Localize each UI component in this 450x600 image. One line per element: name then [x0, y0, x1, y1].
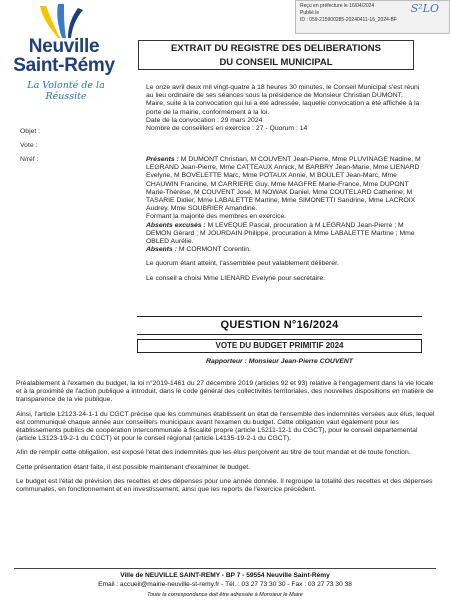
body-paragraph-3: Afin de remplir cette obligation, est exposé l'état des indemnités que les élus perçoivent au titre de tout mandat et de toute fonction.: [16, 449, 411, 457]
quorum-note: Le quorum étant atteint, l'assemblée peut valablement délibérer.: [146, 260, 339, 268]
presents-label: Présents :: [146, 156, 179, 163]
stamp-published: Publié le: [300, 10, 320, 16]
attendance-section: [146, 156, 422, 283]
absents-label: Absents :: [146, 246, 177, 254]
body-paragraph-4: Cette présentation étant faite, il est possible maintenant d'examiner le budget.: [16, 463, 251, 471]
document-title: [138, 40, 414, 70]
excuses-label: Absents excusés :: [146, 221, 206, 229]
question-title: QUESTION N°16/2024: [220, 319, 339, 331]
majority-line: Formant la majorité des membres en exercice.: [146, 213, 287, 221]
question-subject: VOTE DU BUDGET PRIMITIF 2024: [137, 339, 422, 353]
title-line2: DU CONSEIL MUNICIPAL: [219, 57, 333, 68]
footer-address: Ville de NEUVILLE SAINT-REMY - BP 7 - 59554 Neuville Saint-Rémy: [120, 572, 330, 579]
footer-note: Toute la correspondance doit être adressée à Monsieur le Maire: [147, 592, 303, 598]
presents-block: [146, 156, 422, 213]
rapporteur-line: Rapporteur : Monsieur Jean-Pierre COUVENT: [206, 358, 353, 365]
stamp-received: Reçu en préfecture le 16/04/2024: [300, 3, 375, 9]
body-paragraph-1: Préalablement à l'examen du budget, la loi n°2019-1461 du 27 décembre 2019 (articles 92 et 93) relative à l'engagement dans la vie locale et à la proximité de l'action publique a introduit, dans le code général des collectivités territoriales, des nouvelles dispositions en matière de transparence de la vie publique.: [16, 380, 434, 404]
prefecture-stamp: [295, 0, 450, 34]
secretary-line: Le conseil a choisi Mme LIENARD Evelyne pour secrétaire.: [146, 274, 326, 282]
stamp-id: ID : 059-215900285-20240411-16_2024-BF: [300, 17, 397, 23]
question-divider-top: [137, 316, 422, 317]
footer-divider: [14, 568, 436, 569]
footer-contact: Email : accueil@mairie-neuville-st-remy.fr - Tél. : 03 27 73 30 30 - Fax : 03 27 73 30 38: [98, 581, 352, 588]
session-intro: [146, 84, 422, 133]
logo-wordmark: [6, 37, 122, 75]
stamp-signature: S²LO: [410, 2, 439, 15]
excuses-block: [146, 222, 422, 247]
deliberation-body: [16, 380, 436, 494]
city-logo-mark: [28, 4, 90, 38]
excuses-list: M LEVEQUE Pascal, procuration à M LEGRAND Jean-Pierre ; M DEMON Gérard ; M JOURDAIN Philippe, procuration à Mme LABALETTE Martine ; Mme OBLED Aurélie.: [146, 221, 415, 246]
intro-paragraph: Le onze avril deux mil vingt-quatre à 18 heures 30 minutes, le Conseil Municipal s'est réuni au lieu ordinaire de ses séances sous la présidence de Monsieur Christian DUMONT, Maire, suite à la convocation qui lui a été adressée, laquelle convocation a été affichée à la porte de la mairie, conformément à la loi.: [146, 84, 420, 116]
absents-block: [146, 246, 422, 254]
vote-label: Vote :: [20, 142, 38, 149]
objet-label: Objet :: [20, 128, 41, 135]
logo-name-line2: Saint-Rémy: [13, 55, 115, 76]
nref-label: N/réf :: [20, 156, 39, 163]
body-paragraph-5: Le budget est l'état de prévision des recettes et des dépenses pour une année donnée. Il regroupe la totalité des recettes et des dépenses communales, en fonctionnement et en investissement, ainsi que les reports de l'exercice précédent.: [16, 477, 433, 494]
logo-name-line1: Neuville: [28, 36, 100, 57]
councillor-count: Nombre de conseillers en exercice : 27 - Quorum : 14: [146, 125, 308, 133]
absents-list: M CORMONT Corentin.: [178, 246, 251, 254]
body-paragraph-2: Ainsi, l'article L2123-24-1-1 du CGCT précise que les communes établissent un état de l'ensemble des indemnités versées aux élus, lequel est communiqué chaque année aux conseillers municipaux avant l'examen du budget. Cette obligation vaut également pour les établissements publics de coopération intercommunale à fiscalité propre (article L5211-12-1 du CGCT), pour le conseil départemental (article L3123-19-2-1 du CGCT) et pour le conseil régional (article L4135-19-2-1 du CGCT).: [16, 410, 435, 443]
title-line1: EXTRAIT DU REGISTRE DES DELIBERATIONS: [171, 43, 381, 54]
convocation-date: Date de la convocation : 29 mars 2024: [146, 116, 263, 124]
presents-list: M DUMONT Christian, M COUVENT Jean-Pierre, Mme PLUVINAGE Nadine, M LEGRAND Jean-Pierre, Mme CATTEAUX Annick, M BARBRY Jean-Marie, Mme LIENARD Evelyne, M BOVELETTE Marc, Mme POTAUX Annie, M BOULET Jean-Marc, Mme CHAUWIN Francine, M CARRIERE Guy, Mme MAGFRE Marie-France, Mme DUPONT Marie-Thérèse, M COUVENT José, M NOWAK Daniel, Mme COUTELARD Catherine, M TASARIE Didier, Mme LABALETTE Martine, Mme SIMONETTI Sandrine, Mme LACROIX Audrey, Mme SOUBRIER Amandine.: [146, 156, 421, 213]
question-divider-bottom: [137, 334, 422, 335]
logo-slogan: La Volonté de la Réussite: [27, 80, 105, 102]
